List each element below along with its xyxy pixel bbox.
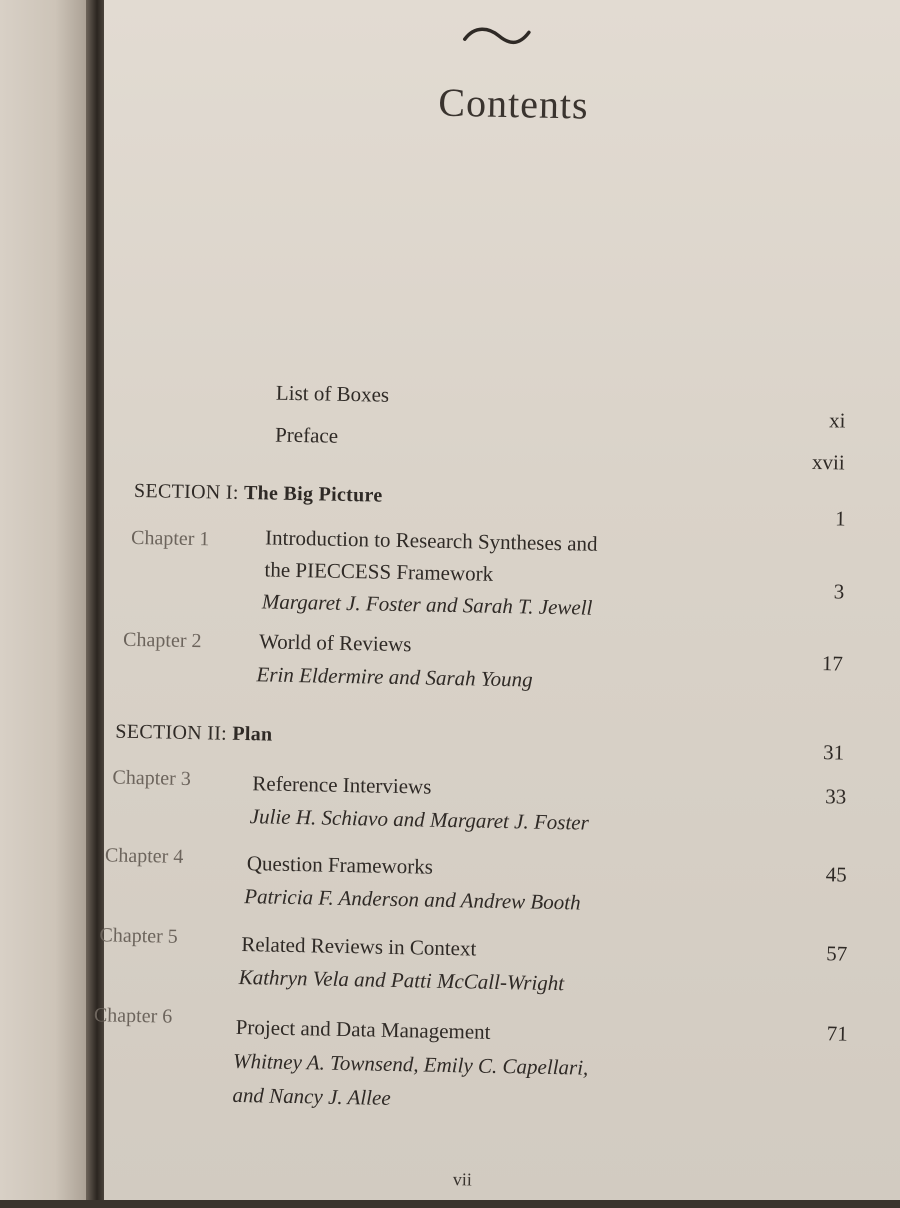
toc-entry-title: List of Boxes [275,380,390,407]
contents-page [93,0,900,1200]
chapter-page: 3 [833,579,845,604]
tilde-ornament-icon [456,15,537,57]
chapter-page: 57 [826,941,848,966]
chapter-page: 71 [826,1021,848,1046]
chapter-authors: Whitney A. Townsend, Emily C. Capellari, [232,1048,589,1080]
chapter-label: Chapter 2 [122,628,202,653]
toc-entry-page: xvii [811,449,845,475]
section-label: SECTION II: [115,720,228,745]
chapter-page: 17 [821,651,844,676]
chapter-title: Related Reviews in Context [241,932,477,961]
chapter-page: 45 [825,862,848,887]
section-label: SECTION I: [133,479,239,504]
toc-entry-page: xi [828,408,846,433]
section-page: 31 [822,740,845,765]
chapter-label: Chapter 3 [112,766,192,791]
chapter-title: Question Frameworks [246,851,434,879]
chapter-authors: Kathryn Vela and Patti McCall-Wright [238,964,565,996]
toc-entry-title: Preface [274,422,339,448]
chapter-label: Chapter 6 [93,1004,173,1028]
section-heading [115,721,272,747]
page-title: Contents [437,79,590,128]
section-heading [134,480,383,508]
contents-page-body [93,0,900,1207]
chapter-authors: Erin Eldermire and Sarah Young [256,662,533,692]
chapter-page: 33 [825,784,847,809]
chapter-label: Chapter 5 [99,924,178,948]
chapter-authors: Julie H. Schiavo and Margaret J. Foster [249,804,590,835]
page-number: vii [452,1169,473,1190]
section-title: Plan [232,722,273,746]
chapter-label: Chapter 4 [104,844,184,868]
chapter-authors: Patricia F. Anderson and Andrew Booth [244,884,581,915]
chapter-authors: and Nancy J. Allee [232,1082,391,1110]
facing-page-edge [0,0,92,1200]
chapter-title: Introduction to Research Syntheses and [264,525,598,556]
chapter-title: World of Reviews [258,629,412,657]
chapter-label: Chapter 1 [130,526,210,551]
chapter-authors: Margaret J. Foster and Sarah T. Jewell [261,589,593,620]
chapter-title: the PIECCESS Framework [264,557,494,586]
section-page: 1 [834,506,846,531]
section-title: The Big Picture [243,481,383,507]
chapter-title: Reference Interviews [252,771,432,799]
chapter-title: Project and Data Management [235,1014,491,1044]
